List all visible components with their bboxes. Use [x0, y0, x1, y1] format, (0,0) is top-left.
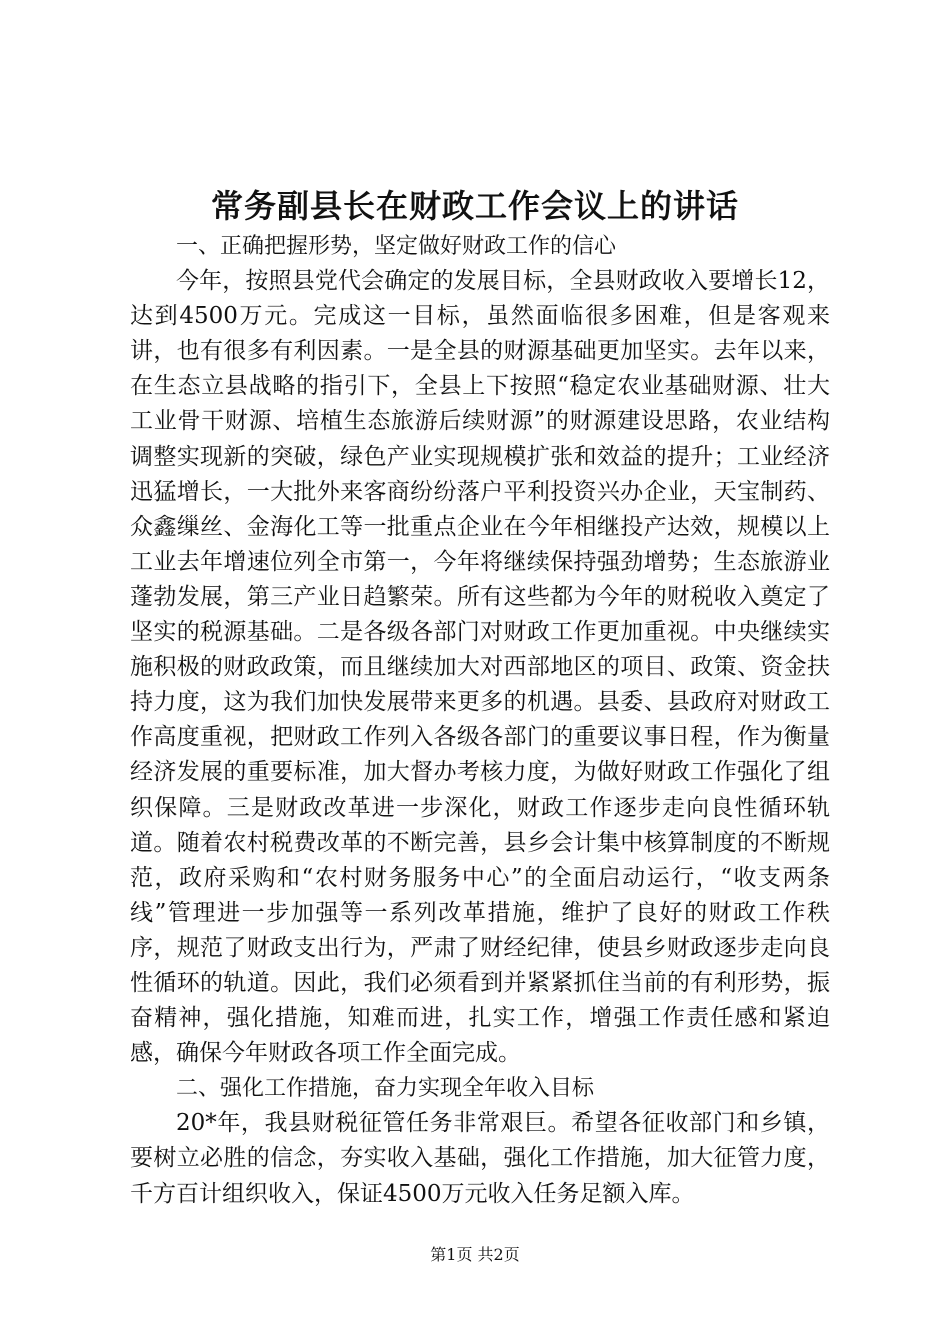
document-title: 常务副县长在财政工作会议上的讲话 [210, 187, 739, 225]
section-paragraph-1: 今年，按照县党代会确定的发展目标，全县财政收入要增长12，达到4500万元。完成这一目标，虽然面临很多困难，但是客观来讲，也有很多有利因素。一是全县的财源基础更加坚实。去年以来，在生态立县战略的指引下，全县上下按照“稳定农业基础财源、壮大工业骨干财源、培植生态旅游后续财源”的财源建设思路，农业结构调整实现新的突破，绿色产业实现规模扩张和效益的提升；工业经济迅猛增长，一大批外来客商纷纷落户平利投资兴办企业，天宝制药、众鑫缫丝、金海化工等一批重点企业在今年相继投产达效，规模以上工业去年增速位列全市第一，今年将继续保持强劲增势；生态旅游业蓬勃发展，第三产业日趋繁荣。所有这些都为今年的财税收入奠定了坚实的税源基础。二是各级各部门对财政工作更加重视。中央继续实施积极的财政政策，而且继续加大对西部地区的项目、政策、资金扶持力度，这为我们加快发展带来更多的机遇。县委、县政府对财政工作高度重视，把财政工作列入各级各部门的重要议事日程，作为衡量经济发展的重要标准，加大督办考核力度，为做好财政工作强化了组织保障。三是财政改革进一步深化，财政工作逐步走向良性循环轨道。随着农村税费改革的不断完善，县乡会计集中核算制度的不断规范，政府采购和“农村财务服务中心”的全面启动运行，“收支两条线”管理进一步加强等一系列改革措施，维护了良好的财政工作秩序，规范了财政支出行为，严肃了财经纪律，使县乡财政逐步走向良性循环的轨道。因此，我们必须看到并紧紧抓住当前的有利形势，振奋精神，强化措施，知难而进，扎实工作，增强工作责任感和紧迫感，确保今年财政各项工作全面完成。 [130, 268, 830, 1067]
document-body [130, 229, 830, 1212]
page-footer: 第1页 共2页 [430, 1245, 520, 1264]
section-heading-2: 二、强化工作措施，奋力实现全年收入目标 [176, 1076, 595, 1102]
section-heading-1: 一、正确把握形势，坚定做好财政工作的信心 [176, 234, 617, 259]
section-paragraph-2: 20*年，我县财税征管任务非常艰巨。希望各征收部门和乡镇，要树立必胜的信念，夯实收入基础，强化工作措施，加大征管力度，千方百计组织收入，保证4500万元收入任务足额入库。 [130, 1110, 830, 1207]
